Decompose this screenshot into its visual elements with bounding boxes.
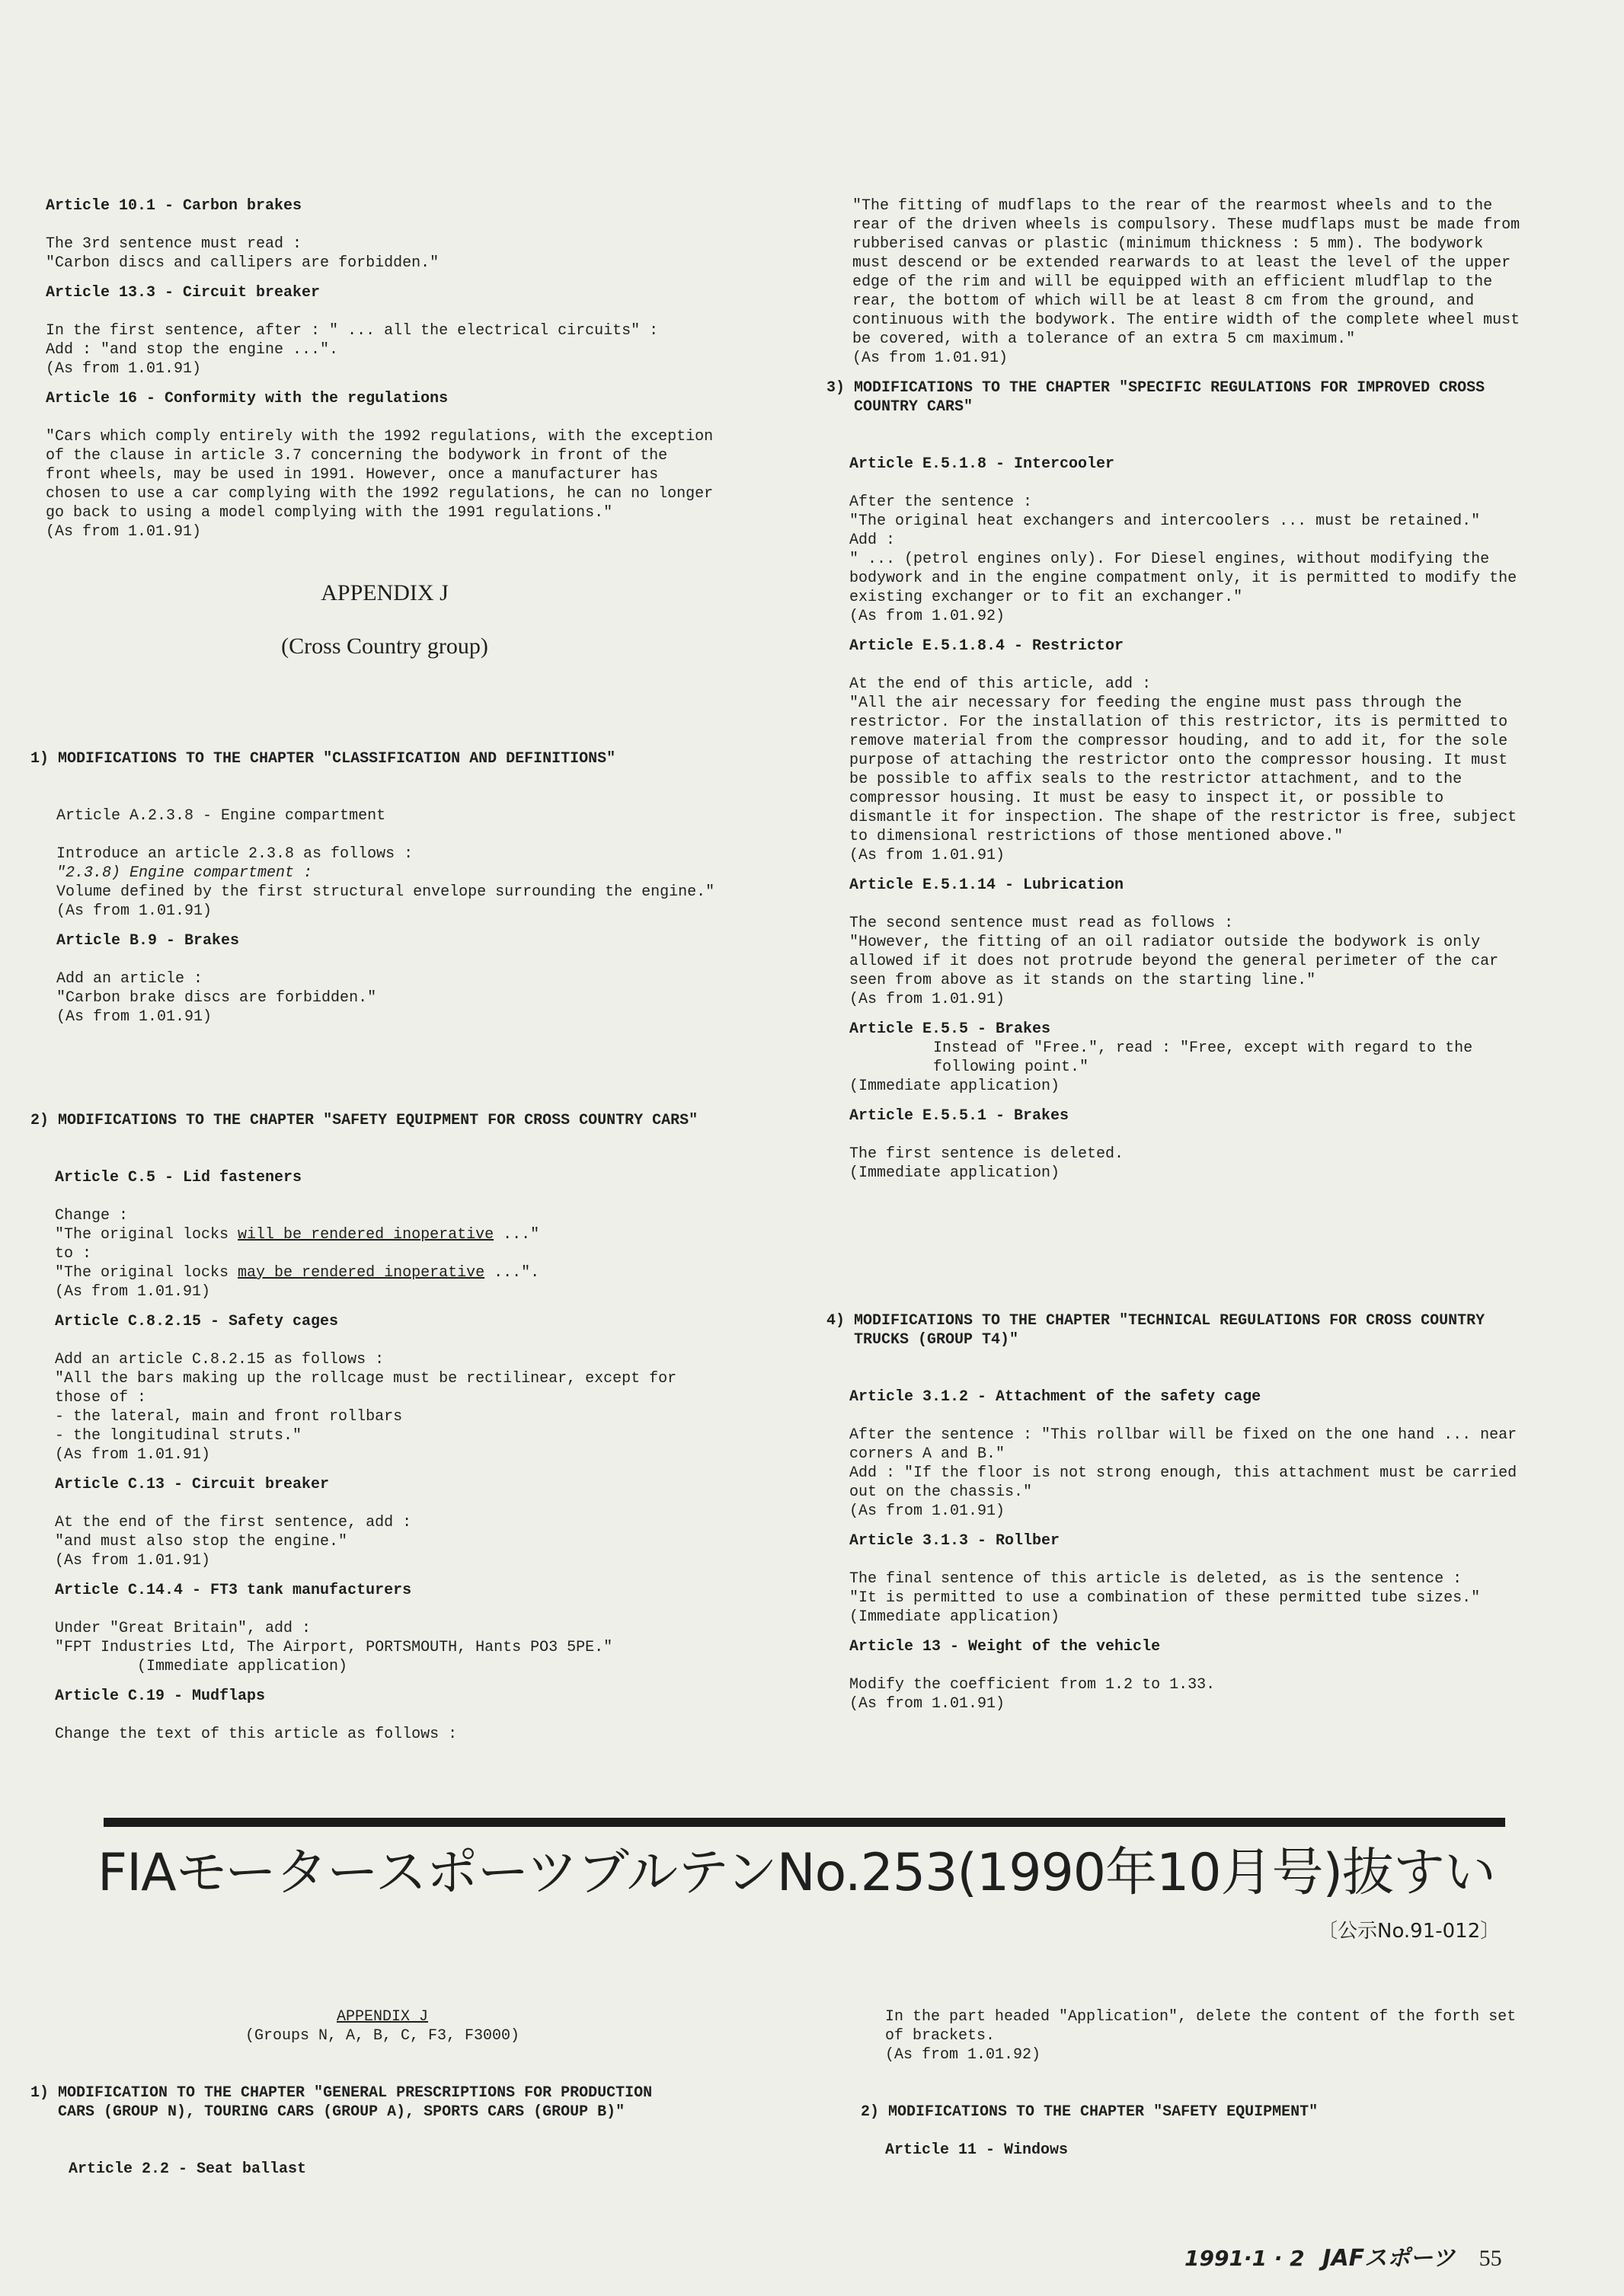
c5-line2 bbox=[55, 1225, 769, 1244]
e5184-text: At the end of this article, add : "All the air necessary for feeding the engine must pass through the restrictor. For the installation of this restrictor, its is permitted to remove material from the compressor houding, and to add it, for the sole purpose of attaching the restrictor onto the compressor housing. It must be possible to affix seals to the restrictor attachment, and to the compressor housing. It must be easy to inspect it, or possible to dismantle it for inspection. The shape of the restrictor is free, subject to dimensional restrictions of those mentioned above." (As from 1.01.91) bbox=[849, 675, 1517, 864]
c5-line4-b: ...". bbox=[484, 1264, 540, 1282]
e518-text: After the sentence : "The original heat exchangers and intercoolers ... must be retained." Add : " ... (petrol engines only). For Diesel engines, without modifying the bodywork and in the engine compatment only, it is permitted to modify the existing exchanger or to fit an exchanger." (As from 1.01.92) bbox=[849, 493, 1517, 625]
appendix-title: APPENDIX J bbox=[321, 580, 449, 605]
footer-magazine: JAFスポーツ bbox=[1322, 2245, 1455, 2272]
art10-text: The 3rd sentence must read : "Carbon discs and callipers are forbidden." bbox=[46, 235, 440, 272]
bottom-left bbox=[30, 2007, 792, 2179]
e5114-text: The second sentence must read as follows : "However, the fitting of an oil radiator outside the bodywork is only allowed if it does not protrude beyond the general perimeter of the car seen from above as it stands on the starting line." (As from 1.01.91) bbox=[849, 915, 1499, 1008]
c144-immediate: (Immediate application) bbox=[137, 1658, 348, 1675]
c5-line2-underlined: will be rendered inoperative bbox=[238, 1226, 494, 1244]
e55-immediate: (Immediate application) bbox=[849, 1078, 1060, 1095]
bottom-section1-heading: 1) MODIFICATION TO THE CHAPTER "GENERAL PRESCRIPTIONS FOR PRODUCTION CARS (GROUP N), TOURING CARS (GROUP A), SPORTS CARS (GROUP B)" bbox=[30, 2084, 653, 2121]
a312-heading: Article 3.1.2 - Attachment of the safety cage bbox=[849, 1388, 1261, 1406]
a11-heading: Article 11 - Windows bbox=[885, 2141, 1069, 2159]
section1-heading: 1) MODIFICATIONS TO THE CHAPTER "CLASSIFICATION AND DEFINITIONS" bbox=[30, 750, 616, 768]
left-column-3 bbox=[30, 1111, 769, 1744]
right-column bbox=[826, 196, 1588, 1183]
c5-heading: Article C.5 - Lid fasteners bbox=[55, 1169, 302, 1186]
right-column-2 bbox=[826, 1311, 1588, 1713]
footer-date: 1991·1 · 2 bbox=[1184, 2246, 1305, 2271]
c5-line2-b: ..." bbox=[494, 1226, 540, 1244]
left-column bbox=[30, 196, 769, 541]
c8215-heading: Article C.8.2.15 - Safety cages bbox=[55, 1313, 339, 1330]
c144-heading: Article C.14.4 - FT3 tank manufacturers bbox=[55, 1582, 412, 1599]
a313-heading: Article 3.1.3 - Rollber bbox=[849, 1532, 1060, 1550]
c5-line4-a: "The original locks bbox=[55, 1264, 238, 1282]
a238-line1: Introduce an article 2.3.8 as follows : bbox=[56, 845, 414, 863]
left-column-2 bbox=[30, 749, 769, 1027]
c5-line4 bbox=[55, 1263, 769, 1282]
art13-heading: Article 13.3 - Circuit breaker bbox=[46, 284, 321, 302]
c144-text: Under "Great Britain", add : "FPT Industries Ltd, The Airport, PORTSMOUTH, Hants PO3 5PE." bbox=[55, 1620, 613, 1656]
b9-text: Add an article : "Carbon brake discs are forbidden." (As from 1.01.91) bbox=[56, 970, 377, 1026]
bottom-appendix-groups: (Groups N, A, B, C, F3, F3000) bbox=[245, 2027, 520, 2045]
c13-heading: Article C.13 - Circuit breaker bbox=[55, 1476, 330, 1493]
a238-line2: "2.3.8) Engine compartment : bbox=[56, 864, 313, 882]
art10-heading: Article 10.1 - Carbon brakes bbox=[46, 197, 302, 215]
appendix-subtitle: (Cross Country group) bbox=[281, 634, 488, 659]
e518-heading: Article E.5.1.8 - Intercooler bbox=[849, 455, 1115, 473]
a238-heading: Article A.2.3.8 - Engine compartment bbox=[56, 807, 386, 825]
c13-text: At the end of the first sentence, add : "and must also stop the engine." (As from 1.01.91) bbox=[55, 1514, 412, 1570]
page-number: 55 bbox=[1479, 2246, 1502, 2271]
c5-line3: to : bbox=[55, 1245, 92, 1263]
bottom-right bbox=[861, 2007, 1592, 2160]
c5-line5: (As from 1.01.91) bbox=[55, 1283, 211, 1301]
c8215-text: Add an article C.8.2.15 as follows : "All the bars making up the rollcage must be rectilinear, except for those of : - the lateral, main and front rollbars - the longitudinal struts." (As from 1.01.91) bbox=[55, 1351, 677, 1464]
a13-text: Modify the coefficient from 1.2 to 1.33. (As from 1.01.91) bbox=[849, 1676, 1216, 1713]
a312-text: After the sentence : "This rollbar will be fixed on the one hand ... near corners A and B." Add : "If the floor is not strong enough, this attachment must be carried out on the chassis." (As from 1.01.91) bbox=[849, 1426, 1517, 1520]
banner-reference: 〔公示No.91-012〕 bbox=[1318, 1920, 1501, 1943]
section2-heading: 2) MODIFICATIONS TO THE CHAPTER "SAFETY EQUIPMENT FOR CROSS COUNTRY CARS" bbox=[30, 1112, 699, 1129]
e551-text: The first sentence is deleted. (Immediate application) bbox=[849, 1145, 1124, 1182]
mudflap-text: "The fitting of mudflaps to the rear of the rearmost wheels and to the rear of the driven wheels is compulsory. These mudflaps must be made from rubberised canvas or plastic (minimum thickness : 5 mm). The bodywork must descend or be extended rearwards to at least the level of the upper edge of the rim and will be equipped with an efficient mludflap to the rear, the bottom of which will be at least 8 cm from the ground, and continuous with the bodywork. The entire width of the complete wheel must be covered, with a tolerance of an extra 5 cm maximum." (As from 1.01.91) bbox=[852, 197, 1520, 367]
a13-heading: Article 13 - Weight of the vehicle bbox=[849, 1638, 1161, 1656]
c5-line4-underlined: may be rendered inoperative bbox=[238, 1264, 485, 1282]
section4-heading: 4) MODIFICATIONS TO THE CHAPTER "TECHNICAL REGULATIONS FOR CROSS COUNTRY TRUCKS (GROUP T4)" bbox=[826, 1312, 1485, 1349]
c19-text: Change the text of this article as follows : bbox=[55, 1726, 458, 1743]
banner-title: FIAモータースポーツブルテンNo.253(1990年10月号)抜すい bbox=[98, 1843, 1496, 1903]
e55-text: Instead of "Free.", read : "Free, except with regard to the following point." bbox=[933, 1039, 1473, 1076]
art13-text: In the first sentence, after : " ... all the electrical circuits" : Add : "and stop the engine ...". (As from 1.01.91) bbox=[46, 322, 659, 378]
e551-heading: Article E.5.5.1 - Brakes bbox=[849, 1107, 1069, 1125]
bottom-section2-heading: 2) MODIFICATIONS TO THE CHAPTER "SAFETY EQUIPMENT" bbox=[861, 2103, 1319, 2121]
e55-heading: Article E.5.5 - Brakes bbox=[849, 1020, 1051, 1038]
b9-heading: Article B.9 - Brakes bbox=[56, 932, 240, 950]
a238-line3: Volume defined by the first structural envelope surrounding the engine." (As from 1.01.91) bbox=[56, 883, 715, 920]
e5184-heading: Article E.5.1.8.4 - Restrictor bbox=[849, 637, 1124, 655]
e5114-heading: Article E.5.1.14 - Lubrication bbox=[849, 877, 1124, 894]
c19-heading: Article C.19 - Mudflaps bbox=[55, 1688, 266, 1705]
bottom-appendix-title: APPENDIX J bbox=[336, 2008, 429, 2026]
art16-text: "Cars which comply entirely with the 1992 regulations, with the exception of the clause in article 3.7 concerning the bodywork in front of the front wheels, may be used in 1991. However, once a manufacturer has chosen to use a car complying with the 1992 regulations, he can no longer go back to using a model complying with the 1991 regulations." (As from 1.01.91) bbox=[46, 428, 714, 541]
footer bbox=[1184, 2239, 1502, 2272]
banner-rule bbox=[104, 1818, 1505, 1827]
section3-heading: 3) MODIFICATIONS TO THE CHAPTER "SPECIFIC REGULATIONS FOR IMPROVED CROSS COUNTRY CARS" bbox=[826, 379, 1485, 416]
a313-text: The final sentence of this article is deleted, as is the sentence : "It is permitted to use a combination of these permitted tube sizes." (Immediate application) bbox=[849, 1570, 1481, 1626]
a22-heading: Article 2.2 - Seat ballast bbox=[69, 2160, 307, 2178]
c5-line2-a: "The original locks bbox=[55, 1226, 238, 1244]
application-text: In the part headed "Application", delete the content of the forth set of brackets. (As from 1.01.92) bbox=[885, 2008, 1517, 2064]
c5-line1: Change : bbox=[55, 1207, 129, 1225]
art16-heading: Article 16 - Conformity with the regulations bbox=[46, 390, 449, 407]
